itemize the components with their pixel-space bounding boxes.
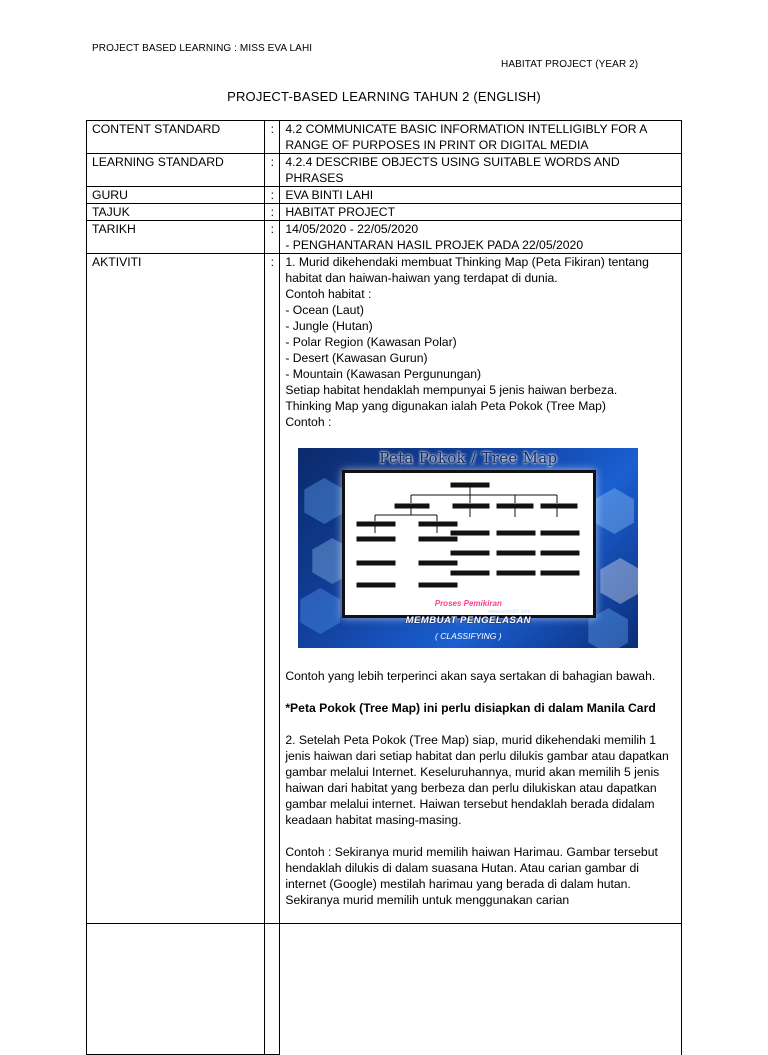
document-title: PROJECT-BASED LEARNING TAHUN 2 (ENGLISH) [227, 89, 541, 104]
table-bottom-border [86, 923, 682, 924]
tarikh-dates: 14/05/2020 - 22/05/2020 [285, 222, 419, 236]
colon: : [265, 121, 280, 154]
manila-card-note: *Peta Pokok (Tree Map) ini perlu disiapkan di dalam Manila Card [285, 701, 656, 715]
map-used-note: Thinking Map yang digunakan ialah Peta Pokok (Tree Map) [285, 399, 606, 413]
value-content-standard: 4.2 COMMUNICATE BASIC INFORMATION INTELLIGIBLY FOR A RANGE OF PURPOSES IN PRINT OR DIGITAL MEDIA [280, 121, 682, 154]
tree-map-image [298, 448, 638, 648]
tree-branch-bar [541, 504, 577, 508]
habitat-item: - Ocean (Laut) [285, 303, 364, 317]
tree-map-caption-process: Proses Pemikiran [434, 599, 502, 608]
tree-leaf-bar [419, 583, 457, 587]
colon: : [265, 154, 280, 187]
row-guru [87, 187, 682, 204]
tree-branch-bar [395, 504, 429, 508]
row-content-standard [87, 121, 682, 154]
tree-leaf-bar [419, 537, 457, 541]
row-aktiviti [87, 254, 682, 1055]
tree-map-url: www.jumpa01.com [488, 609, 531, 615]
project-table [86, 120, 682, 1055]
value-learning-standard: 4.2.4 DESCRIBE OBJECTS USING SUITABLE WORDS AND PHRASES [280, 154, 682, 187]
tree-map-title: Peta Pokok / Tree Map [379, 449, 558, 467]
contoh-habitat-label: Contoh habitat : [285, 287, 372, 301]
five-animals-note: Setiap habitat hendaklah mempunyai 5 jenis haiwan berbeza. [285, 383, 618, 397]
header-left: PROJECT BASED LEARNING : MISS EVA LAHI [92, 43, 313, 54]
step-2-text: 2. Setelah Peta Pokok (Tree Map) siap, murid dikehendaki memilih 1 jenis haiwan dari setiap habitat dan perlu dilukis gambar atau dapatkan gambar melalui Internet. Keseluruhannya, murid akan memilih 5 jenis haiwan dari habitat yang berbeza dan perlu dilukiskan atau dapatkan gambar melalui internet. Haiwan tersebut hendaklah berada didalam keadaan habitat masing-masing. [285, 733, 669, 827]
header-right: HABITAT PROJECT (YEAR 2) [501, 59, 639, 70]
tree-leaf-bar [541, 551, 579, 555]
label-learning-standard: LEARNING STANDARD [87, 154, 265, 187]
tree-leaf-bar [357, 583, 395, 587]
value-tarikh [280, 221, 682, 254]
spacer [285, 828, 676, 844]
tree-leaf-bar [541, 531, 579, 535]
tree-leaf-bar [451, 551, 489, 555]
tree-leaf-bar [497, 531, 535, 535]
hexagon-decoration [304, 478, 344, 524]
habitat-item: - Desert (Kawasan Gurun) [285, 351, 428, 365]
tree-map-diagram [345, 473, 593, 615]
value-aktiviti [280, 254, 682, 1055]
label-content-standard: CONTENT STANDARD [87, 121, 265, 154]
value-guru: EVA BINTI LAHI [280, 187, 682, 204]
label-tarikh: TARIKH [87, 221, 265, 254]
row-tajuk [87, 204, 682, 221]
habitat-item: - Jungle (Hutan) [285, 319, 373, 333]
colon: : [265, 204, 280, 221]
example-2-text: Contoh : Sekiranya murid memilih haiwan Harimau. Gambar tersebut hendaklah dilukis di dalam suasana Hutan. Atau carian gambar di internet (Google) mestilah harimau yang berada di dalam hutan. Sekiranya murid memilih untuk menggunakan carian [285, 845, 658, 907]
tree-leaf-bar [357, 561, 395, 565]
activity-intro: 1. Murid dikehendaki membuat Thinking Map (Peta Fikiran) tentang habitat dan haiwan-haiwan yang terdapat di dunia. [285, 255, 649, 285]
row-tarikh [87, 221, 682, 254]
tree-branch-bar [497, 504, 533, 508]
colon: : [265, 221, 280, 254]
tree-map-caption-classify-my: MEMBUAT PENGELASAN [405, 615, 532, 626]
row-learning-standard [87, 154, 682, 187]
tree-root-bar [451, 483, 489, 487]
tree-leaf-bar [497, 571, 535, 575]
label-guru: GURU [87, 187, 265, 204]
spacer [285, 684, 676, 700]
habitat-item: - Mountain (Kawasan Pergunungan) [285, 367, 482, 381]
habitat-item: - Polar Region (Kawasan Polar) [285, 335, 457, 349]
tree-leaf-bar [451, 571, 489, 575]
value-tajuk: HABITAT PROJECT [280, 204, 682, 221]
colon: : [265, 187, 280, 204]
tree-leaf-bar [419, 561, 457, 565]
tree-leaf-bar [357, 537, 395, 541]
label-aktiviti: AKTIVITI [87, 254, 265, 1055]
tarikh-submission: - PENGHANTARAN HASIL PROJEK PADA 22/05/2020 [285, 238, 584, 252]
hexagon-decoration [594, 488, 634, 534]
spacer [285, 716, 676, 732]
label-tajuk: TAJUK [87, 204, 265, 221]
tree-leaf-bar [419, 522, 457, 526]
tree-leaf-bar [357, 522, 395, 526]
detail-note: Contoh yang lebih terperinci akan saya sertakan di bahagian bawah. [285, 669, 656, 683]
tree-map-caption-classify-en: ( CLASSIFYING ) [435, 631, 502, 641]
colon: : [265, 254, 280, 1055]
tree-leaf-bar [497, 551, 535, 555]
tree-leaf-bar [541, 571, 579, 575]
tree-branch-bar [453, 504, 489, 508]
tree-leaf-bar [451, 531, 489, 535]
contoh-label: Contoh : [285, 415, 332, 429]
